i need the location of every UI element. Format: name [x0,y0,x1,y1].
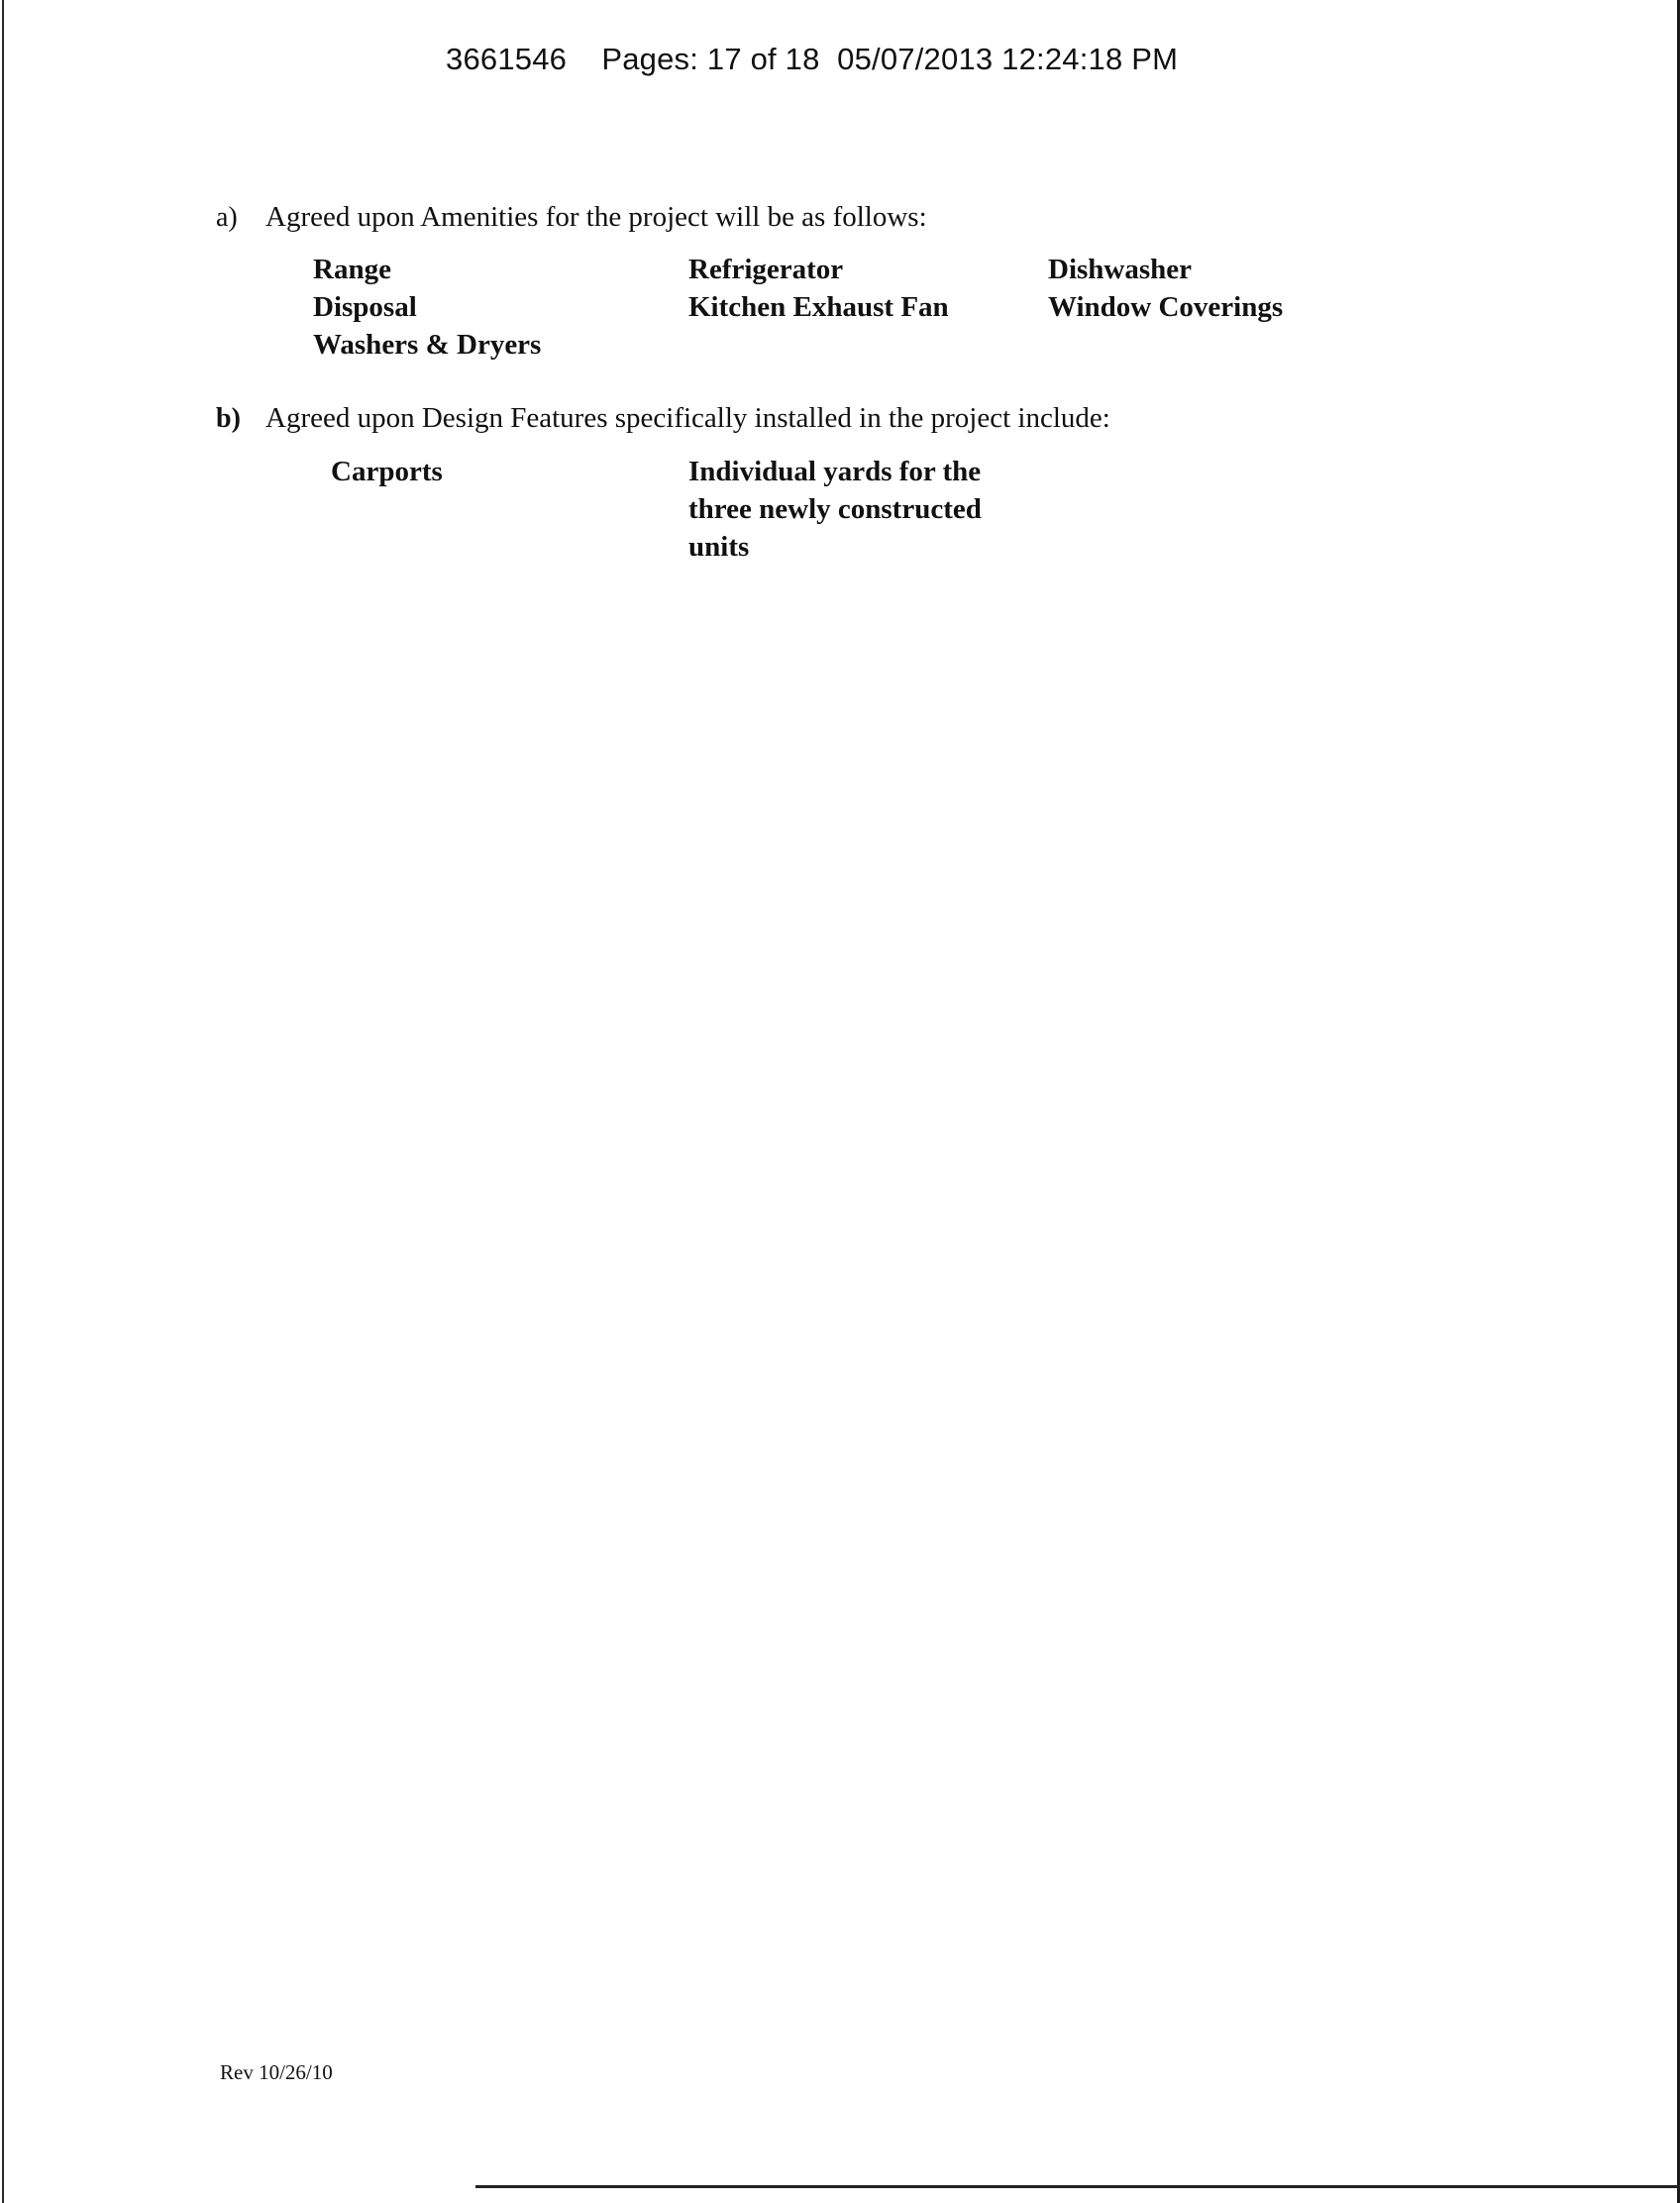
section-a-marker: a) [216,202,238,233]
section-b-marker: b) [216,403,241,434]
amenity-item: Disposal [313,291,417,323]
amenity-item: Window Coverings [1048,291,1284,323]
revision-note: Rev 10/26/10 [220,2060,333,2084]
page-count: Pages: 17 of 18 [601,42,820,76]
design-feature-item: Individual yards for the three newly constructed units [688,456,982,563]
recording-stamp [446,42,1178,77]
document-number: 3661546 [446,42,568,76]
amenity-item: Washers & Dryers [313,329,542,361]
section-b-text: Agreed upon Design Features specifically installed in the project include: [265,402,1110,434]
recording-timestamp: 05/07/2013 12:24:18 PM [837,42,1179,76]
amenity-item: Dishwasher [1048,254,1193,285]
scan-edge-left [2,0,4,2203]
amenity-item: Range [313,254,391,285]
amenity-item: Kitchen Exhaust Fan [688,291,949,323]
design-feature-item: Carports [331,456,443,487]
amenity-item: Refrigerator [688,254,844,285]
scan-edge-bottom [475,2185,1680,2188]
section-a-text: Agreed upon Amenities for the project will be as follows: [265,201,927,233]
